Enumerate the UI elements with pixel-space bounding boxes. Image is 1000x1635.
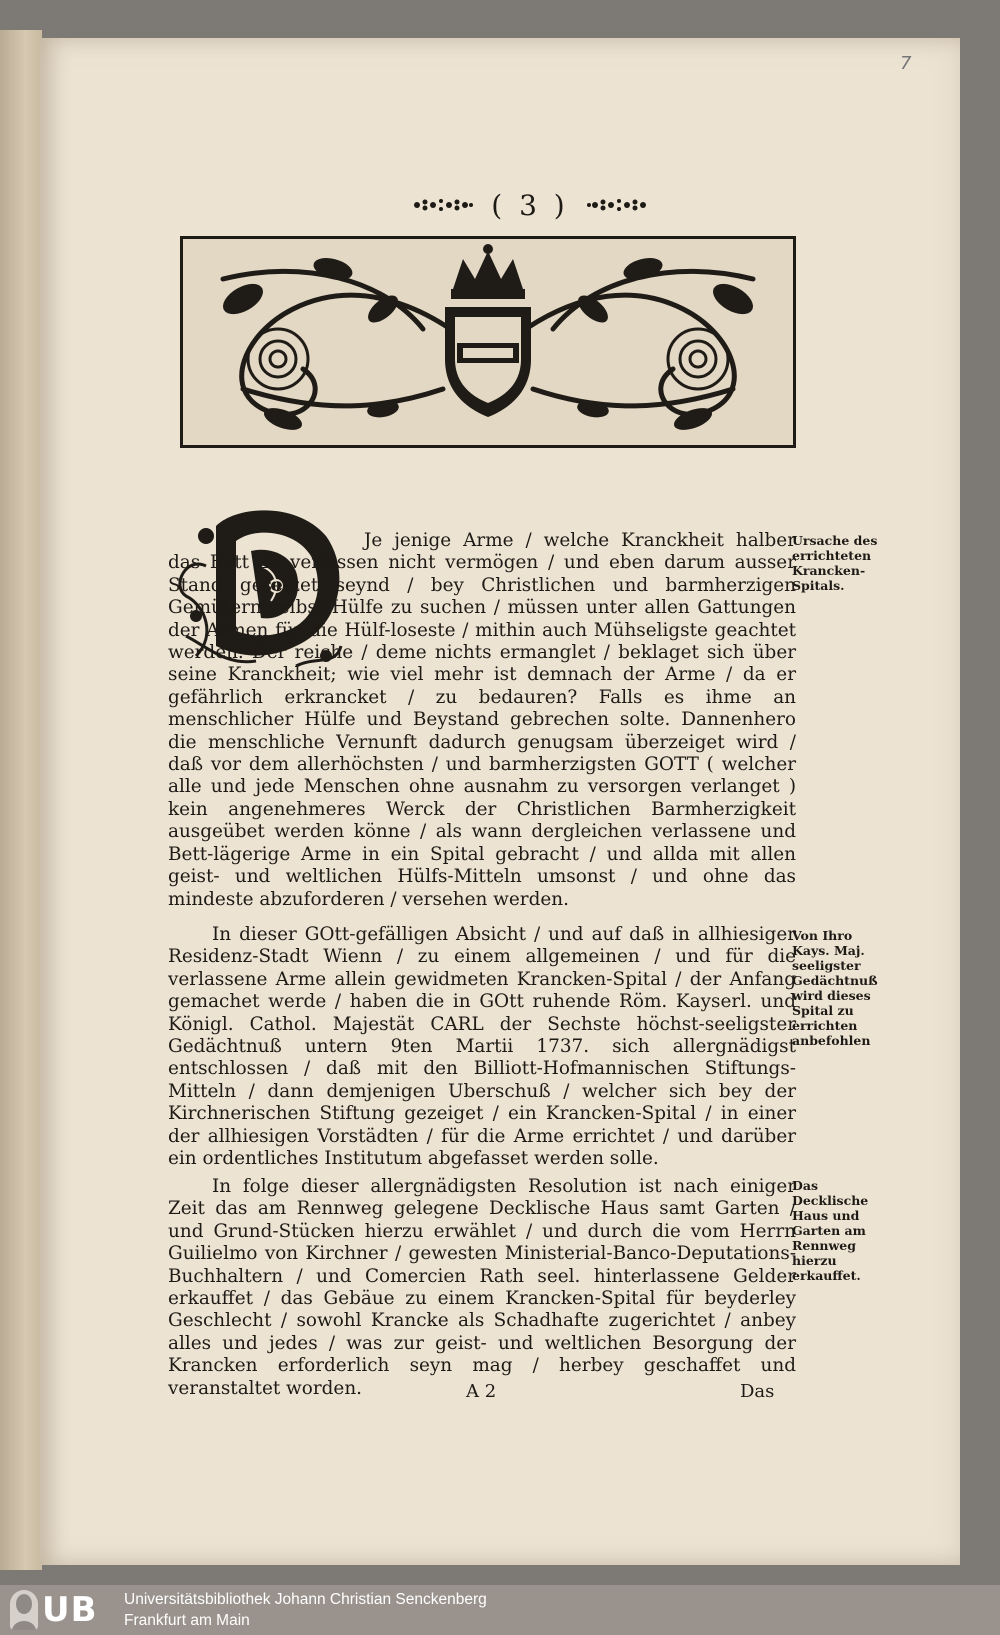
ub-logo[interactable] [10, 1590, 114, 1630]
margin-note-2: Von Ihro Kays. Maj. seeligster Gedächtnuß wird dieses Spital zu errichten anbefohlen [792, 928, 878, 1048]
library-footer-bar [0, 1585, 1000, 1635]
paragraph-3: In folge dieser allergnädigsten Resolution ist nach einiger Zeit das am Rennweg gelegene Decklische Haus samt Garten / und Grund-Stücken hierzu erwählet / und durch die vom Herrn Guilielmo von Kirchner / gewesten Ministerial-Banco-Deputations-Buchhaltern / und Comercien Rath seel. hinterlassene Gelder erkauffet / das Gebäue zu einem Krancken-Spital für beyderley Geschlecht / sowohl Krancke als Schadhafte zugerichtet / anbey alles und jedes / was zur geist- und weltlichen Besorgung der Krancken erforderlich seyn mag / herbey geschaffet und veranstaltet worden. [168, 1176, 796, 1399]
library-name-line-1: Universitätsbibliothek Johann Christian Senckenberg [124, 1591, 487, 1608]
margin-note-3: Das Decklische Haus und Garten am Rennweg hierzu erkauffet. [792, 1178, 869, 1283]
library-name-line-2: Frankfurt am Main [124, 1612, 250, 1629]
library-name [124, 1589, 487, 1631]
page-header [390, 185, 670, 225]
signature-mark: A 2 [466, 1381, 497, 1402]
catchword: Das [740, 1381, 775, 1402]
left-header-ornament-icon [411, 195, 475, 215]
margin-note-1: Ursache des errichteten Krancken-Spitals. [792, 533, 878, 593]
page-number: ( 3 ) [491, 188, 569, 222]
logo-text: UB [42, 1590, 98, 1630]
paragraph-1: Je jenige Arme / welche Kranckheit halber das Bett zu verlassen nicht vermögen / und eben darum ausser Stand gesetzet seynd / bey Christlichen und barmherzigen Gemütern selbst Hülfe zu suchen / müssen unter allen Gattungen der Armen für die Hülf-loseste / mithin auch Mühseligste geachtet werden. Der reiche / deme nichts ermanglet / beklaget sich über seine Kranckheit; wie viel mehr ist demnach der Arme / da er gefährlich erkrancket / zu bedauren? Falls es ihme an menschlicher Hülfe und Beystand gebrechen solte. Dannenhero die menschliche Vernunft dadurch genugsam überzeiget wird / daß vor dem allerhöchsten / und barmherzigsten GOTT ( welcher alle und jede Menschen ohne ausnahm zu versorgen verlanget ) kein angenehmeres Werck der Christlichen Barmherzigkeit ausgeübet werden könne / als wann dergleichen verlassene und Bett-lägerige Arme in ein Spital gebracht / und allda mit allen geist- und weltlichen Hülfs-Mitteln umsonst / und ohne das mindeste abzuforderen / versehen werden. [168, 530, 796, 910]
headpiece-woodcut [180, 236, 796, 448]
pencil-folio-mark: 7 [900, 53, 912, 74]
portrait-icon [10, 1590, 38, 1630]
headpiece-ornament-icon [183, 239, 793, 445]
paragraph-2: In dieser GOtt-gefälligen Absicht / und auf daß in allhiesiger Residenz-Stadt Wienn / zu einem allgemeinen / und für die verlassene Arme allein gewidmeten Krancken-Spital / der Anfang gemachet werde / haben die in GOtt ruhende Röm. Kayserl. und Königl. Cathol. Majestät CARL der Sechste höchst-seeligster Gedächtnuß untern 9ten Martii 1737. sich allergnädigst entschlossen / daß mit den Billiott-Hofmannischen Stiftungs-Mitteln / dann demjenigen Uberschuß / welcher sich bey der Kirchnerischen Stiftung gezeiget / ein Krancken-Spital / in einer der allhiesigen Vorstädten / für die Arme errichtet / und darüber ein ordentliches Institutum abgefasset werden solle. [168, 924, 796, 1170]
facing-page-edge [0, 30, 42, 1570]
right-header-ornament-icon [585, 195, 649, 215]
